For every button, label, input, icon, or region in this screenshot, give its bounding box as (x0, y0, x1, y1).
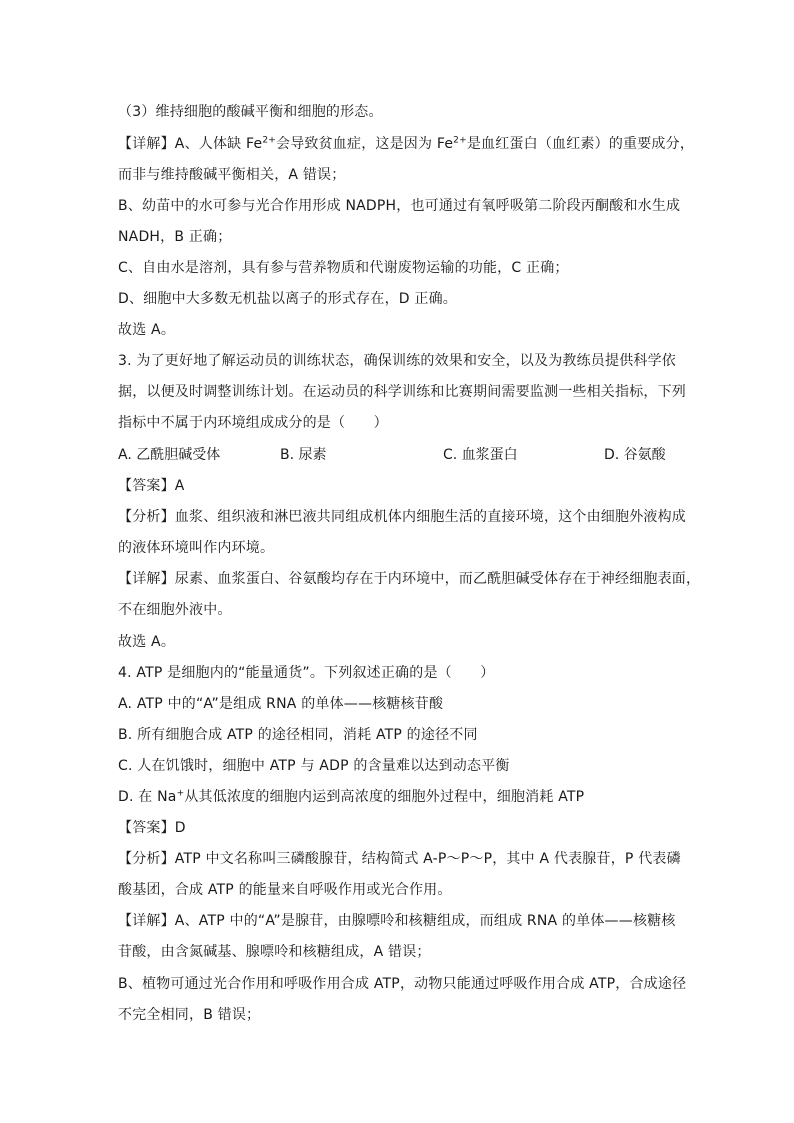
question-4-option-c: C. 人在饥饿时，细胞中 ATP 与 ADP 的含量难以达到动态平衡 (118, 758, 510, 774)
analysis-text: 的液体环境叫作内环境。 (118, 540, 275, 556)
text-line: 故选 A。 (118, 634, 176, 650)
analysis-text: 【分析】血浆、组织液和淋巴液共同组成机体内细胞生活的直接环境，这个由细胞外液构成 (118, 509, 686, 525)
question-3-stem: 指标中不属于内环境组成成分的是（ ） (118, 415, 388, 431)
explanation-text: 【详解】A、ATP 中的“A”是腺苷，由腺嘌呤和核糖组成，而组成 RNA 的单体——核糖核 (118, 913, 676, 929)
text-line: B、幼苗中的水可参与光合作用形成 NADPH，也可通过有氧呼吸第二阶段丙酮酸和水生成 (118, 198, 681, 214)
text-line: C、自由水是溶剂，具有参与营养物质和代谢废物运输的功能，C 正确； (118, 260, 569, 276)
question-3-option-d: D. 谷氨酸 (604, 447, 666, 463)
question-4-stem: 4. ATP 是细胞内的“能量通货”。下列叙述正确的是（ ） (118, 665, 495, 681)
answer-label: 【答案】D (118, 820, 186, 836)
text-line: NADH，B 正确； (118, 229, 232, 245)
text-line: （3）维持细胞的酸碱平衡和细胞的形态。 (118, 104, 383, 120)
answer-label: 【答案】A (118, 478, 185, 494)
question-4-option-d: D. 在 Na+从其低浓度的细胞内运到高浓度的细胞外过程中，细胞消耗 ATP (118, 788, 585, 805)
analysis-text: 【分析】ATP 中文名称叫三磷酸腺苷，结构简式 A-P～P～P，其中 A 代表腺苷，P 代表磷 (118, 851, 681, 867)
question-3-stem: 3. 为了更好地了解运动员的训练状态，确保训练的效果和安全，以及为教练员提供科学依 (118, 353, 677, 369)
text-line: 而非与维持酸碱平衡相关，A 错误； (118, 167, 346, 183)
question-3-option-c: C. 血浆蛋白 (443, 447, 518, 463)
explanation-text: 不在细胞外液中。 (118, 602, 232, 618)
question-3-option-a: A. 乙酰胆碱受体 (118, 447, 221, 463)
question-4-option-a: A. ATP 中的“A”是组成 RNA 的单体——核糖核苷酸 (118, 696, 444, 712)
text-line: 【详解】A、人体缺 $Fe^{2+}$会导致贫血症，这是因为 $Fe^{2+}$是血红蛋白（血红素）的重要成分， (118, 135, 695, 152)
question-4-option-b: B. 所有细胞合成 ATP 的途径相同，消耗 ATP 的途径不同 (118, 727, 478, 743)
text-line: D、细胞中大多数无机盐以离子的形式存在，D 正确。 (118, 291, 458, 307)
explanation-text: 苷酸，由含氮碱基、腺嘌呤和核糖组成，A 错误； (118, 944, 431, 960)
question-3-stem: 据，以便及时调整训练计划。在运动员的科学训练和比赛期间需要监测一些相关指标，下列 (118, 384, 686, 400)
question-3-option-b: B. 尿素 (280, 447, 327, 463)
explanation-text: 不完全相同，B 错误； (118, 1007, 261, 1023)
text-line: 故选 A。 (118, 322, 176, 338)
explanation-text: 【详解】尿素、血浆蛋白、谷氨酸均存在于内环境中，而乙酰胆碱受体存在于神经细胞表面， (118, 571, 701, 587)
analysis-text: 酸基团，合成 ATP 的能量来自呼吸作用或光合作用。 (118, 882, 452, 898)
explanation-text: B、植物可通过光合作用和呼吸作用合成 ATP，动物只能通过呼吸作用合成 ATP，合成途径 (118, 976, 687, 992)
